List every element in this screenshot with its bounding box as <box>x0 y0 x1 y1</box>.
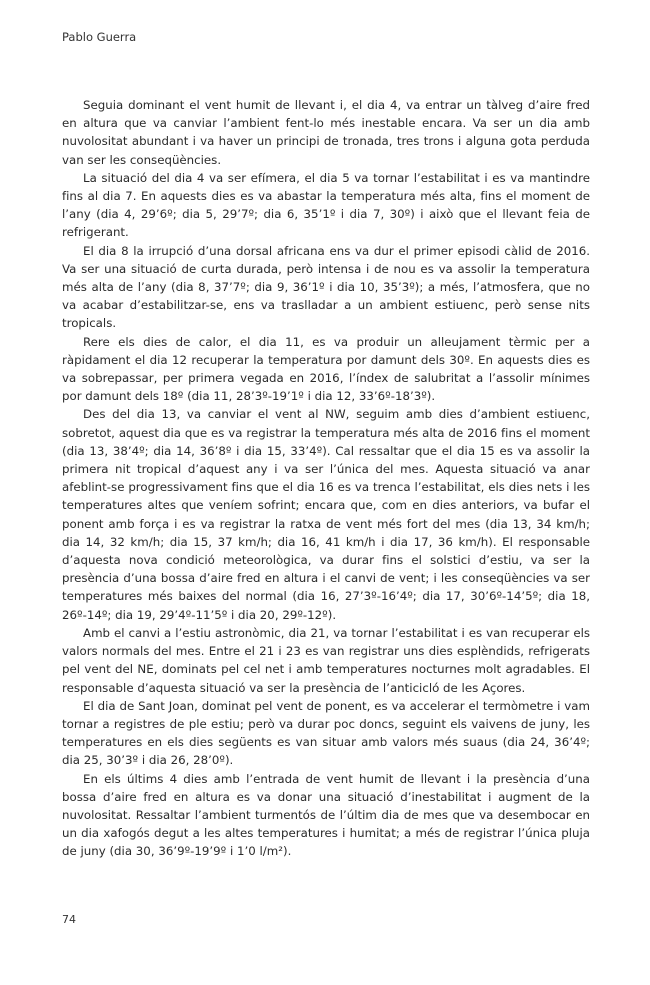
running-head-author: Pablo Guerra <box>62 30 137 44</box>
paragraph-6: Amb el canvi a l’estiu astronòmic, dia 21, va tornar l’estabilitat i es van recuperar els valors normals del mes. Entre el 21 i 23 es van registrar uns dies esplèndids, refrigerats pel vent del NE, dominats pel cel net i amb temperatures nocturnes molt agradables. El responsable d’aquesta situació va ser la presència de l’anticicló de les Açores. <box>62 625 590 695</box>
paragraph-4: Rere els dies de calor, el dia 11, es va produir un alleujament tèrmic per a ràpidament el dia 12 recuperar la temperatura por damunt dels 30º. En aquests dies es va sobrepassar, per primera vegada en 2016, l’índex de salubritat a l’assolir mínimes por damunt dels 18º (dia 11, 28’3º-19’1º i dia 12, 33’6º-18’3º). <box>62 334 590 404</box>
paragraph-1: Seguia dominant el vent humit de llevant i, el dia 4, va entrar un tàlveg d’aire fred en altura que va canviar l’ambient fent-lo més inestable encara. Va ser un dia amb nuvolositat abundant i va haver un principi de tronada, tres trons i alguna gota perduda van ser les conseqüències. <box>62 98 590 167</box>
paragraph-3: El dia 8 la irrupció d’una dorsal africana ens va dur el primer episodi càlid de 2016. Va ser una situació de curta durada, però intensa i de nou es va assolir la temperatura més alta de l’any (dia 8, 37’7º; dia 9, 36’1º i dia 10, 35’3º); a més, l’atmosfera, que no va acabar d’estabilitzar-se, ens va traslladar a un ambient estiuenc, però sense nits tropicals. <box>62 243 590 331</box>
paragraph-2: La situació del dia 4 va ser efímera, el dia 5 va tornar l’estabilitat i es va mantindre fins al dia 7. En aquests dies es va abastar la temperatura més alta, fins el moment de l’any (dia 4, 29’6º; dia 5, 29’7º; dia 6, 35’1º i dia 7, 30º) i això que el llevant feia de refrigerant. <box>62 170 590 240</box>
paragraph-7: El dia de Sant Joan, dominat pel vent de ponent, es va accelerar el termòmetre i vam tornar a registres de ple estiu; però va durar poc doncs, seguint els vaivens de juny, les temperatures en els dies següents es van situar amb valors més suaus (dia 24, 36’4º; dia 25, 30’3º i dia 26, 28’0º). <box>62 698 590 768</box>
paragraph-5: Des del dia 13, va canviar el vent al NW, seguim amb dies d’ambient estiuenc, sobretot, aquest dia que es va registrar la temperatura més alta de 2016 fins el moment (dia 13, 38’4º; dia 14, 36’8º i dia 15, 33’4º). Cal ressaltar que el dia 15 es va assolir la primera nit tropical d’aquest any i va ser l’única del mes. Aquesta situació va anar afeblint-se progressivament fins que el dia 16 es va trenca l’estabilitat, els dies nets i les temperatures altes que veníem sofrint; encara que, com en dies anteriors, va bufar el ponent amb força i es va registrar la ratxa de vent més fort del mes (dia 13, 34 km/h; dia 14, 32 km/h; dia 15, 37 km/h; dia 16, 41 km/h i dia 17, 36 km/h). El responsable d’aquesta nova condició meteorològica, va durar fins el solstici d’estiu, va ser la presència d’una bossa d’aire fred en altura i el canvi de vent; i les conseqüències va ser temperatures més baixes del normal (dia 16, 27’3º-16’4º; dia 17, 30’6º-14’5º; dia 18, 26º-14º; dia 19, 29’4º-11’5º i dia 20, 29º-12º). <box>62 407 590 622</box>
body-text <box>62 96 590 861</box>
paragraph-8: En els últims 4 dies amb l’entrada de vent humit de llevant i la presència d’una bossa d’aire fred en altura es va donar una situació d’inestabilitat i augment de la nuvolositat. Ressaltar l’ambient turmentós de l’últim dia de mes que va desembocar en un dia xafogós degut a les altes temperatures i humitat; a més de registrar l’única pluja de juny (dia 30, 36’9º-19’9º i 1’0 l/m²). <box>62 771 590 859</box>
page-number: 74 <box>62 913 76 926</box>
